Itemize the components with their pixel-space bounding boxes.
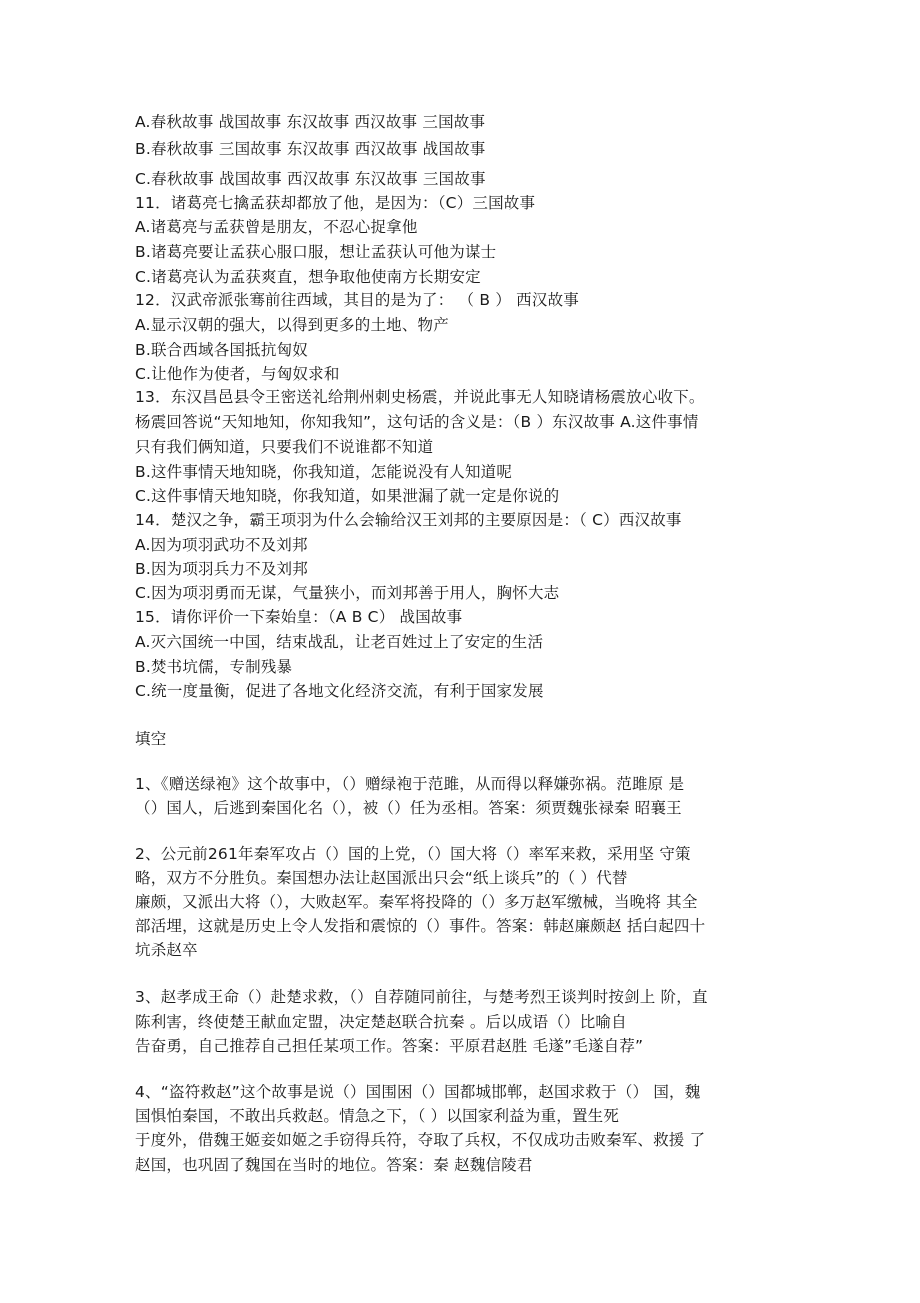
text-line: C.春秋故事 战国故事 西汉故事 东汉故事 三国故事: [135, 170, 486, 188]
text-line: C.因为项羽勇而无谋，气量狭小，而刘邦善于用人，胸怀大志: [135, 584, 560, 602]
text-line: 廉颇，又派出大将（），大败赵军。秦军将投降的（）多万赵军缴械，当晚将 其全: [135, 893, 698, 911]
text-line: 国惧怕秦国，不敢出兵救赵。情急之下，（ ）以国家利益为重，置生死: [135, 1107, 620, 1125]
text-line: A.诸葛亮与孟获曾是朋友，不忍心捉拿他: [135, 218, 418, 236]
text-line: A.显示汉朝的强大，以得到更多的土地、物产: [135, 316, 449, 334]
text-line: B.联合西域各国抵抗匈奴: [135, 341, 308, 359]
text-line: 13．东汉昌邑县令王密送礼给荆州刺史杨震，并说此事无人知晓请杨震放心收下。: [135, 388, 705, 406]
text-line: 12．汉武帝派张骞前往西域，其目的是为了： （ B ） 西汉故事: [135, 291, 579, 309]
text-line: （）国人，后逃到秦国化名（），被（）任为丞相。答案：须贾魏张禄秦 昭襄王: [135, 799, 682, 817]
text-line: 2、公元前261年秦军攻占（）国的上党，（）国大将（）率军来救，采用坚 守策: [135, 845, 691, 863]
text-line: 只有我们俩知道，只要我们不说谁都不知道: [135, 438, 434, 456]
text-line: 11．诸葛亮七擒孟获却都放了他，是因为：（C）三国故事: [135, 194, 536, 212]
text-line: C.诸葛亮认为孟获爽直，想争取他使南方长期安定: [135, 268, 481, 286]
text-line: 14．楚汉之争，霸王项羽为什么会输给汉王刘邦的主要原因是：（ C）西汉故事: [135, 511, 682, 529]
text-line: A.春秋故事 战国故事 东汉故事 西汉故事 三国故事: [135, 113, 486, 131]
text-line: A.因为项羽武功不及刘邦: [135, 536, 308, 554]
text-line: 杨震回答说“天知地知，你知我知”，这句话的含义是：（B ）东汉故事 A.这件事情: [135, 413, 699, 431]
text-line: 填空: [135, 730, 167, 748]
text-line: 15．请你评价一下秦始皇：（A B C） 战国故事: [135, 608, 463, 626]
text-line: 略，双方不分胜负。秦国想办法让赵国派出只会“纸上谈兵”的（ ）代替: [135, 869, 628, 887]
text-line: B.焚书坑儒，专制残暴: [135, 658, 293, 676]
text-line: 部活埋，这就是历史上令人发指和震惊的（）事件。答案：韩赵廉颇赵 括白起四十: [135, 917, 706, 935]
text-line: 坑杀赵卒: [135, 941, 198, 959]
text-line: 陈利害，终使楚王献血定盟，决定楚赵联合抗秦 。后以成语（）比喻自: [135, 1013, 627, 1031]
text-line: C.让他作为使者，与匈奴求和: [135, 365, 340, 383]
text-line: 告奋勇，自己推荐自己担任某项工作。答案：平原君赵胜 毛遂”毛遂自荐”: [135, 1037, 644, 1055]
text-line: 3、赵孝成王命（）赴楚求救，（）自荐随同前往，与楚考烈王谈判时按剑上 阶，直: [135, 988, 708, 1006]
text-line: B.诸葛亮要让孟获心服口服，想让孟获认可他为谋士: [135, 243, 497, 261]
text-line: C.这件事情天地知晓，你我知道，如果泄漏了就一定是你说的: [135, 487, 560, 505]
text-line: 于度外，借魏王姬妾如姬之手窃得兵符，夺取了兵权，不仅成功击败秦军、救援 了: [135, 1131, 706, 1149]
text-line: B.这件事情天地知晓，你我知道，怎能说没有人知道呢: [135, 463, 513, 481]
text-line: B.春秋故事 三国故事 东汉故事 西汉故事 战国故事: [135, 140, 486, 158]
text-line: 1、《赠送绿袍》这个故事中，（）赠绿袍于范雎，从而得以释嫌弥祸。范雎原 是: [135, 775, 685, 793]
text-line: C.统一度量衡，促进了各地文化经济交流，有利于国家发展: [135, 682, 544, 700]
text-line: A.灭六国统一中国，结束战乱，让老百姓过上了安定的生活: [135, 633, 544, 651]
text-line: 赵国，也巩固了魏国在当时的地位。答案：秦 赵魏信陵君: [135, 1156, 533, 1174]
text-line: B.因为项羽兵力不及刘邦: [135, 560, 308, 578]
text-line: 4、“盗符救赵”这个故事是说（）国围困（）国都城邯郸，赵国求救于（） 国，魏: [135, 1083, 701, 1101]
